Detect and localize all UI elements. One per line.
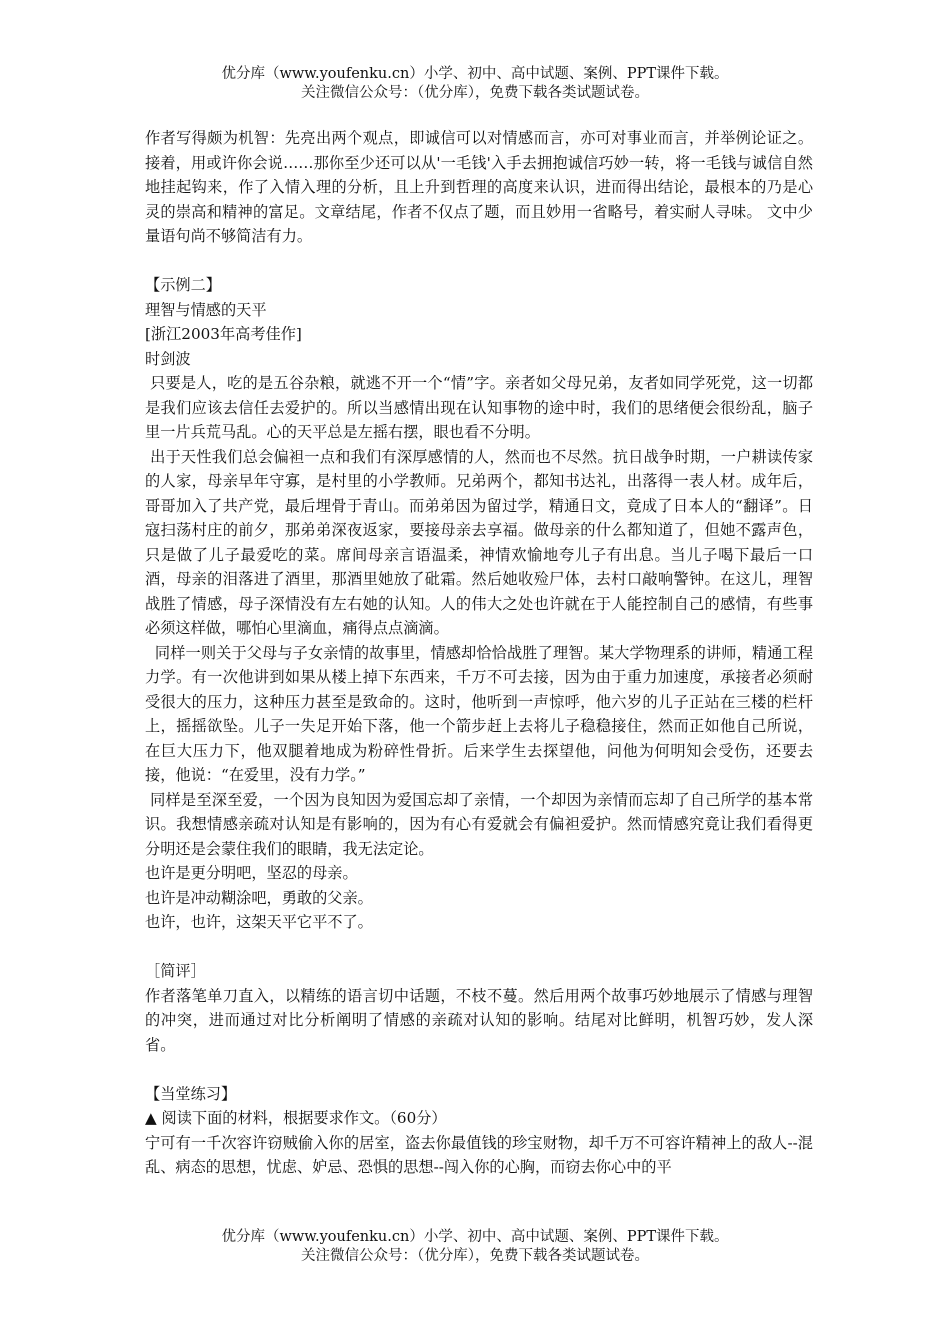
- essay-paragraph-2: 出于天性我们总会偏袒一点和我们有深厚感情的人，然而也不尽然。抗日战争时期，一户耕读传家的人家，母亲早年守寡，是村里的小学教师。兄弟两个，都知书达礼，出落得一表人材。成年后，哥哥加入了共产党，最后埋骨于青山。而弟弟因为留过学，精通日文，竟成了日本人的“翻译”。日寇扫荡村庄的前夕，那弟弟深夜返家，要接母亲去享福。做母亲的什么都知道了，但她不露声色，只是做了儿子最爱吃的菜。席间母亲言语温柔，神情欢愉地夸儿子有出息。当儿子喝下最后一口酒，母亲的泪落进了酒里，那酒里她放了砒霜。然后她收殓尸体，去村口敲响警钟。在这儿，理智战胜了情感，母子深情没有左右她的认知。人的伟大之处也许就在于人能控制自己的感情，有些事必须这样做，哪怕心里滴血，痛得点点滴滴。: [145, 447, 814, 637]
- spacer: [145, 249, 813, 274]
- example-heading: 【示例二】: [145, 276, 221, 294]
- practice-material: 宁可有一千次容许窃贼偷入你的居室，盗去你最值钱的珍宝财物，却千万不可容许精神上的敌人--混乱、病态的思想，忧虑、妒忌、恐惧的思想--闯入你的心胸，而窃去你心中的平: [145, 1133, 813, 1176]
- document-body: [145, 126, 813, 1180]
- spacer: [145, 1057, 813, 1082]
- essay-paragraph-6: 也许是冲动糊涂吧，勇敢的父亲。: [145, 888, 373, 907]
- essay-paragraph-1: 只要是人，吃的是五谷杂粮，就逃不开一个“情”字。亲者如父母兄弟，友者如同学死党，这一切都是我们应该去信任去爱护的。所以当感情出现在认知事物的途中时，我们的思绪便会很纷乱，脑子里一片兵荒马乱。心的天平总是左摇右摆，眼也看不分明。: [145, 374, 814, 441]
- header-line-2: 关注微信公众号：（优分库），免费下载各类试题试卷。: [301, 85, 649, 101]
- header-line-1: 优分库（www.youfenku.cn）小学、初中、高中试题、案例、PPT课件下载。: [221, 66, 729, 82]
- page-footer: [0, 1228, 950, 1266]
- practice-heading: 【当堂练习】: [145, 1084, 237, 1103]
- essay-paragraph-4: 同样是至深至爱，一个因为良知因为爱国忘却了亲情，一个却因为亲情而忘却了自己所学的基本常识。我想情感亲疏对认知是有影响的，因为有心有爱就会有偏袒爱护。然而情感究竟让我们看得更分明还是会蒙住我们的眼睛，我无法定论。: [145, 790, 814, 858]
- review-text: 作者落笔单刀直入，以精练的语言切中话题，不枝不蔓。然后用两个故事巧妙地展示了情感与理智的冲突，进而通过对比分析阐明了情感的亲疏对认知的影响。结尾对比鲜明，机智巧妙，发人深省。: [145, 986, 813, 1054]
- footer-line-1: 优分库（www.youfenku.cn）小学、初中、高中试题、案例、PPT课件下载。: [221, 1229, 729, 1245]
- essay-source: [浙江2003年高考佳作]: [145, 325, 302, 343]
- essay-title: 理智与情感的天平: [145, 300, 267, 319]
- intro-comment: 作者写得颇为机智：先亮出两个观点，即诚信可以对情感而言，亦可对事业而言，并举例论证之。接着，用或许你会说……那你至少还可以从'一毛钱'入手去拥抱诚信巧妙一转，将一毛钱与诚信自然地挂起钩来，作了入情入理的分析，且上升到哲理的高度来认识，进而得出结论，最根本的乃是心灵的崇高和精神的富足。文章结尾，作者不仅点了题，而且妙用一省略号，着实耐人寻味。 文中少量语句尚不够简洁有力。: [145, 129, 813, 245]
- practice-task: ▲ 阅读下面的材料，根据要求作文。（60分）: [145, 1109, 447, 1127]
- essay-paragraph-5: 也许是更分明吧，坚忍的母亲。: [145, 864, 358, 882]
- footer-line-2: 关注微信公众号：（优分库），免费下载各类试题试卷。: [301, 1248, 649, 1264]
- essay-paragraph-7: 也许，也许，这架天平它平不了。: [145, 913, 373, 931]
- spacer: [145, 935, 813, 960]
- essay-paragraph-3: 同样一则关于父母与子女亲情的故事里，情感却恰恰战胜了理智。某大学物理系的讲师，精通工程力学。有一次他讲到如果从楼上掉下东西来，千万不可去接，因为由于重力加速度，承接者必须耐受很大的压力，这种压力甚至是致命的。这时，他听到一声惊呼，他六岁的儿子正站在三楼的栏杆上，摇摇欲坠。儿子一失足开始下落，他一个箭步赶上去将儿子稳稳接住，然而正如他自己所说，在巨大压力下，他双腿着地成为粉碎性骨折。后来学生去探望他，问他为何明知会受伤，还要去接，他说：“在爱里，没有力学。”: [145, 643, 814, 784]
- essay-author: 时剑波: [145, 349, 191, 368]
- page-header: [0, 65, 950, 103]
- review-heading: ［简评］: [145, 962, 206, 980]
